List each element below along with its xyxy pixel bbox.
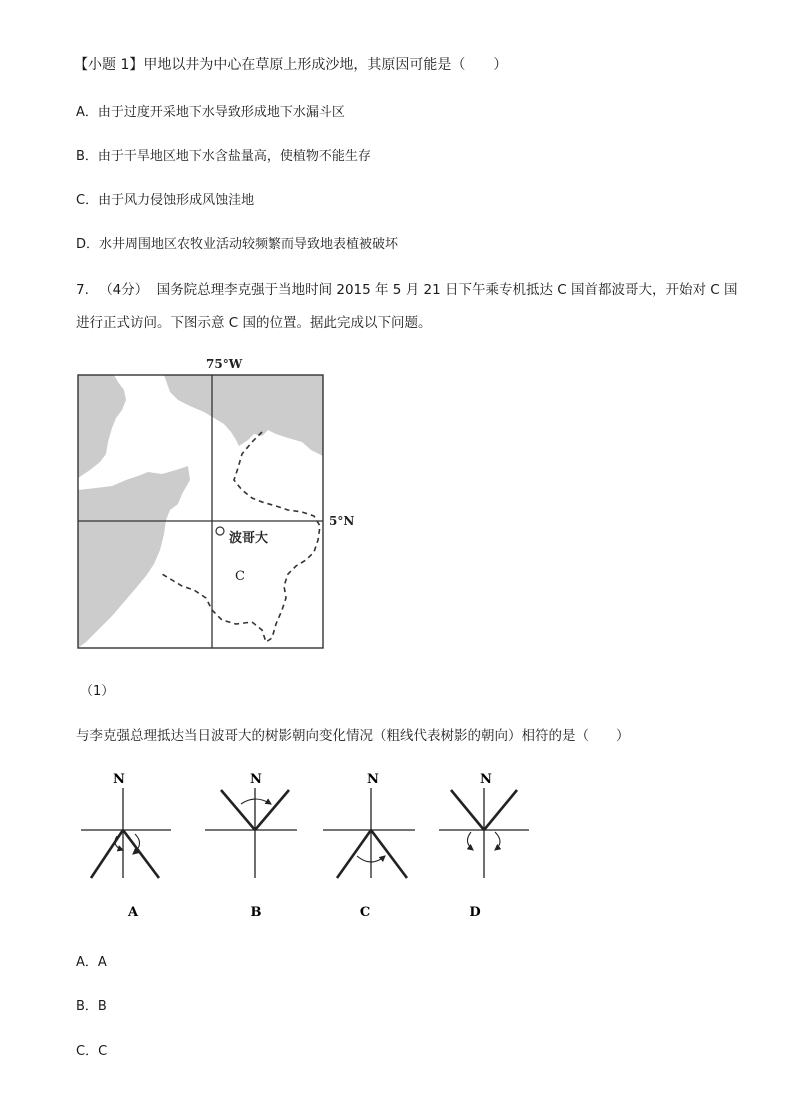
sub-option-a[interactable] (76, 951, 107, 970)
diagram-label: C (359, 905, 371, 920)
sub-question-number: （1） (80, 684, 115, 699)
diagram-a[interactable] (81, 772, 171, 920)
question-text: 国务院总理李克强于当地时间 2015 年 5 月 21 日下午乘专机抵达 C 国首都波哥大，开始对 C 国 (156, 282, 738, 298)
option-letter: D． (76, 237, 100, 252)
option-d[interactable] (76, 233, 398, 252)
option-text: 由于风力侵蚀形成风蚀洼地 (98, 193, 255, 208)
north-label: N (250, 772, 262, 787)
shadow-line (484, 790, 517, 830)
sub-question-stem: 与李克强总理抵达当日波哥大的树影朝向变化情况（粗线代表树影的朝向）相符的是（ ） (76, 728, 630, 744)
option-letter: A． (76, 955, 98, 970)
diagram-c[interactable] (323, 772, 415, 920)
sub-option-b[interactable] (76, 995, 107, 1014)
question-text: 进行正式访问。下图示意 C 国的位置。据此完成以下问题。 (76, 315, 432, 331)
diagram-label: A (127, 905, 139, 920)
question-7-line-2 (76, 311, 432, 331)
diagram-d[interactable] (439, 772, 529, 920)
option-text: A (97, 955, 107, 970)
question-text: 甲地以井为中心在草原上形成沙地，其原因可能是（ ） (143, 57, 508, 73)
north-label: N (480, 772, 492, 787)
shadow-line (255, 790, 289, 830)
option-text: B (97, 999, 107, 1014)
north-label: N (113, 772, 125, 787)
question-7-line-1 (76, 278, 737, 298)
capital-label: 波哥大 (229, 531, 269, 546)
shadow-line (451, 790, 484, 830)
rotation-arrow-icon (241, 799, 271, 804)
option-text: C (98, 1044, 108, 1059)
option-letter: C． (76, 193, 99, 208)
question-number: 7. (76, 282, 89, 298)
question-1-stem (74, 54, 507, 74)
shadow-line (123, 830, 159, 878)
shadow-line (221, 790, 255, 830)
map-figure (66, 350, 366, 650)
diagram-b[interactable] (205, 772, 297, 920)
shadow-diagrams (75, 770, 545, 920)
option-text: 由于过度开采地下水导致形成地下水漏斗区 (97, 105, 345, 120)
capital-marker (216, 527, 224, 535)
diagram-label: D (469, 905, 481, 920)
option-text: 水井周围地区农牧业活动较频繁而导致地表植被破坏 (99, 237, 399, 252)
shadow-line (337, 830, 371, 878)
option-letter: B． (76, 999, 98, 1014)
country-label: C (235, 569, 245, 584)
rotation-arrow-icon (467, 832, 473, 850)
sub-option-c[interactable] (76, 1040, 107, 1059)
option-a[interactable] (76, 101, 345, 120)
option-letter: B． (76, 149, 98, 164)
question-score: （4分） (99, 282, 149, 298)
option-letter: C． (76, 1044, 99, 1059)
diagram-label: B (250, 905, 262, 920)
north-label: N (367, 772, 379, 787)
option-c[interactable] (76, 189, 254, 208)
option-letter: A． (76, 105, 98, 120)
rotation-arrow-icon (495, 832, 500, 850)
shadow-line (371, 830, 407, 878)
option-b[interactable] (76, 145, 371, 164)
option-text: 由于干旱地区地下水含盐量高，使植物不能生存 (97, 149, 371, 164)
shadow-line (91, 830, 123, 878)
longitude-label: 75°W (206, 357, 243, 371)
question-tag: 【小题 1】 (74, 57, 144, 73)
latitude-label: 5°N (329, 514, 355, 528)
